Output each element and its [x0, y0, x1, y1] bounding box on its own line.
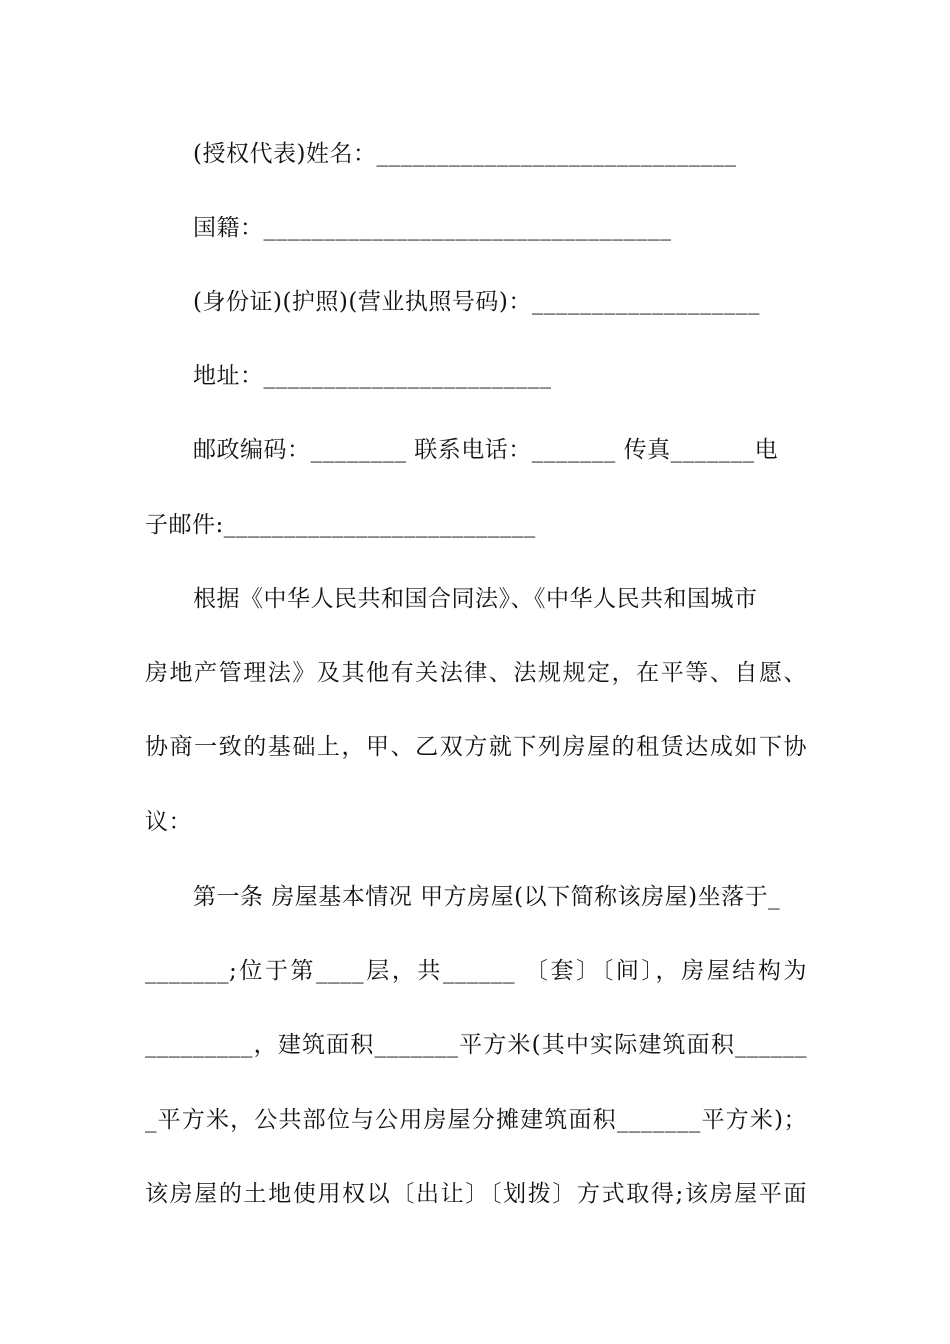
article-1-line-3: _________，建筑面积_______平方米(其中实际建筑面积______ [145, 1032, 807, 1058]
preamble-line-4: 议： [145, 809, 192, 835]
article-1-line-4: _平方米，公共部位与公用房屋分摊建筑面积_______平方米)； [145, 1107, 807, 1133]
article-1-line-1: 第一条 房屋基本情况 甲方房屋(以下简称该房屋)坐落于_ [193, 884, 781, 910]
contact-info-line: 邮政编码：________ 联系电话：_______ 传真_______电 [193, 437, 779, 463]
address-line: 地址：________________________ [193, 363, 552, 389]
nationality-line: 国籍：__________________________________ [193, 215, 672, 241]
representative-name-line: (授权代表)姓名：______________________________ [193, 141, 737, 167]
email-line: 子邮件:__________________________ [145, 512, 536, 538]
article-1-line-2: _______;位于第____层，共______ 〔套〕〔间〕，房屋结构为 [145, 958, 807, 984]
article-1-line-5: 该房屋的土地使用权以〔出让〕〔划拨〕方式取得;该房屋平面 [145, 1181, 807, 1207]
preamble-line-3: 协商一致的基础上，甲、乙双方就下列房屋的租赁达成如下协 [145, 734, 807, 760]
preamble-line-1: 根据《中华人民共和国合同法》、《中华人民共和国城市 [193, 586, 758, 612]
id-number-line: (身份证)(护照)(营业执照号码)：___________________ [193, 289, 760, 315]
preamble-line-2: 房地产管理法》及其他有关法律、法规规定，在平等、自愿、 [145, 660, 807, 686]
